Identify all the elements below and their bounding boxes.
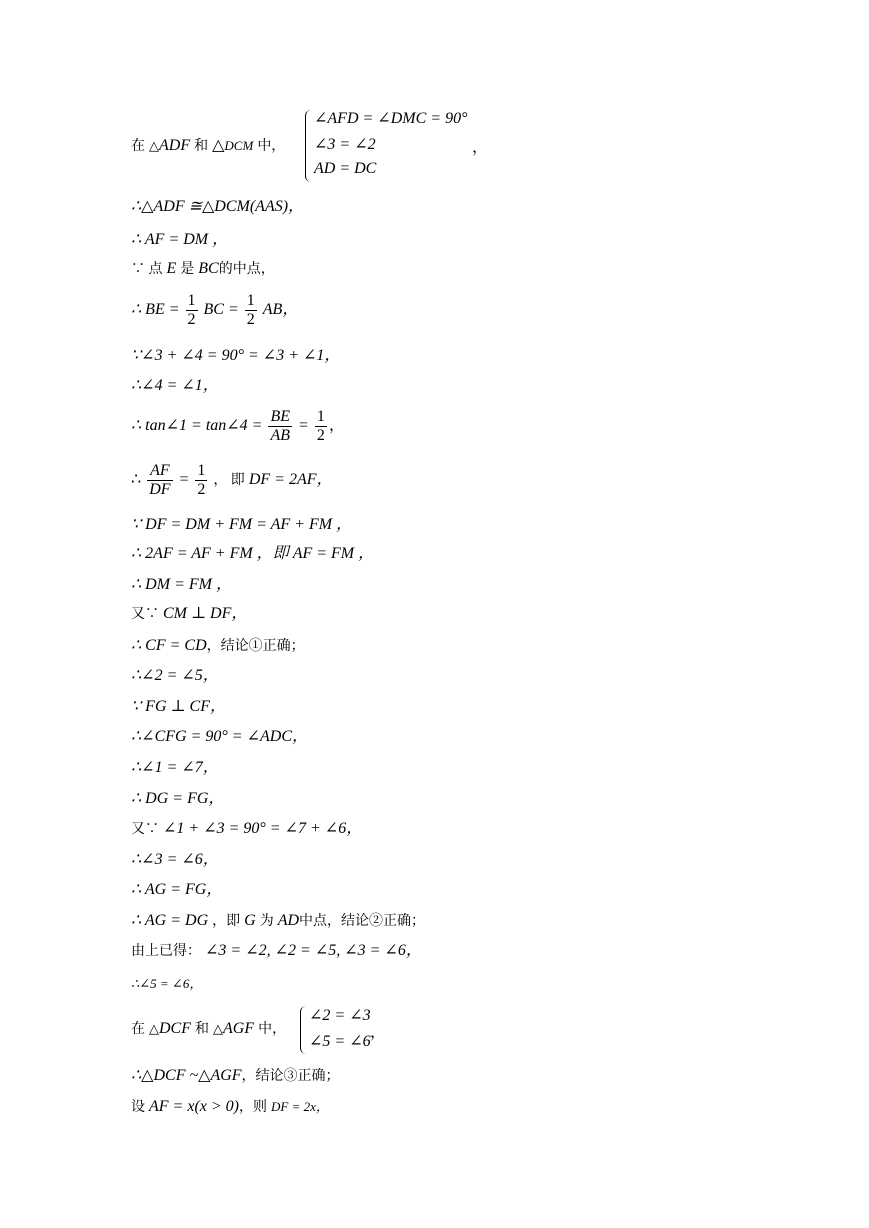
line-angle-sum: ∵∠3 + ∠4 = 90° = ∠3 + ∠1， bbox=[131, 347, 341, 364]
line-conclusion-1: ∴ CF = CD，结论①正确； bbox=[131, 637, 305, 654]
line-cm-perp: 又∵ CM ⊥ DF， bbox=[131, 605, 248, 622]
line-angle4-angle1: ∴∠4 = ∠1， bbox=[131, 377, 219, 394]
system-eq-1: ∠AFD = ∠DMC = 90° bbox=[314, 110, 468, 127]
line-angle5-angle6: ∴∠5 = ∠6， bbox=[131, 976, 203, 991]
fraction-half-1: $\frac{1}{2}$ bbox=[187, 292, 196, 328]
system2-eq-1: ∠2 = ∠3 bbox=[309, 1007, 371, 1024]
line-af-df-ratio: ∴ $\frac{AF}{DF}$ = $\frac{1}{2}$ ， 即 DF = 2AF， bbox=[131, 462, 333, 498]
system-eq-3: AD = DC bbox=[314, 160, 377, 177]
line-dm-fm: ∴ DM = FM ， bbox=[131, 576, 232, 593]
line-ag-fg: ∴ AG = FG， bbox=[131, 881, 223, 898]
line-dg-fg: ∴ DG = FG， bbox=[131, 790, 225, 807]
line-set-af: 设 AF = x(x > 0)，则 DF = 2x， bbox=[131, 1098, 329, 1115]
line-af-dm: ∴ AF = DM ， bbox=[131, 231, 229, 248]
line-system-adf-dcm: 在 △ADF 和 △DCM 中， bbox=[131, 137, 286, 154]
fraction-half-3: $\frac{1}{2}$ bbox=[316, 408, 325, 444]
system2-comma: ， bbox=[370, 1024, 387, 1041]
system-eq-2: ∠3 = ∠2 bbox=[314, 136, 376, 153]
line-summary: 由上已得： ∠3 = ∠2, ∠2 = ∠5, ∠3 = ∠6， bbox=[131, 942, 422, 959]
line-be-half: ∴ BE = $\frac{1}{2}$ BC = $\frac{1}{2}$ AB， bbox=[131, 292, 299, 328]
system2-eq-2: ∠5 = ∠6 bbox=[309, 1033, 371, 1050]
system-brace bbox=[305, 110, 314, 182]
line-system-dcf-agf: 在 △DCF 和 △AGF 中， bbox=[131, 1020, 287, 1037]
line-midpoint: ∵ 点 E 是 BC的中点， bbox=[131, 260, 275, 277]
line-angle1-angle7: ∴∠1 = ∠7， bbox=[131, 759, 219, 776]
line-conclusion-2: ∴ AG = DG ，即 G 为 AD中点，结论②正确； bbox=[131, 912, 426, 929]
system-comma: ， bbox=[472, 139, 489, 156]
line-2af: ∴ 2AF = AF + FM ，即 AF = FM ， bbox=[131, 545, 375, 562]
fraction-af-df: $\frac{AF}{DF}$ bbox=[149, 462, 171, 498]
line-congruent: ∴△ADF ≅△DCM(AAS)， bbox=[131, 198, 305, 215]
fraction-half-4: $\frac{1}{2}$ bbox=[197, 462, 206, 498]
system-brace-2 bbox=[300, 1006, 309, 1054]
line-tan: ∴ tan∠1 = tan∠4 = $\frac{BE}{AB}$ = $\frac{1}{2}$ ， bbox=[131, 408, 345, 444]
line-angle3-angle6: ∴∠3 = ∠6， bbox=[131, 851, 219, 868]
line-cfg: ∴∠CFG = 90° = ∠ADC， bbox=[131, 728, 308, 745]
fraction-half-2: $\frac{1}{2}$ bbox=[246, 292, 255, 328]
line-df-sum: ∵ DF = DM + FM = AF + FM ， bbox=[131, 516, 353, 533]
line-angle-sum-2: 又∵ ∠1 + ∠3 = 90° = ∠7 + ∠6， bbox=[131, 820, 363, 837]
line-conclusion-3: ∴△DCF ~△AGF，结论③正确； bbox=[131, 1067, 340, 1084]
line-angle2-angle5: ∴∠2 = ∠5， bbox=[131, 667, 219, 684]
fraction-be-ab: $\frac{BE}{AB}$ bbox=[270, 408, 291, 444]
line-fg-perp: ∵ FG ⊥ CF， bbox=[131, 698, 227, 715]
